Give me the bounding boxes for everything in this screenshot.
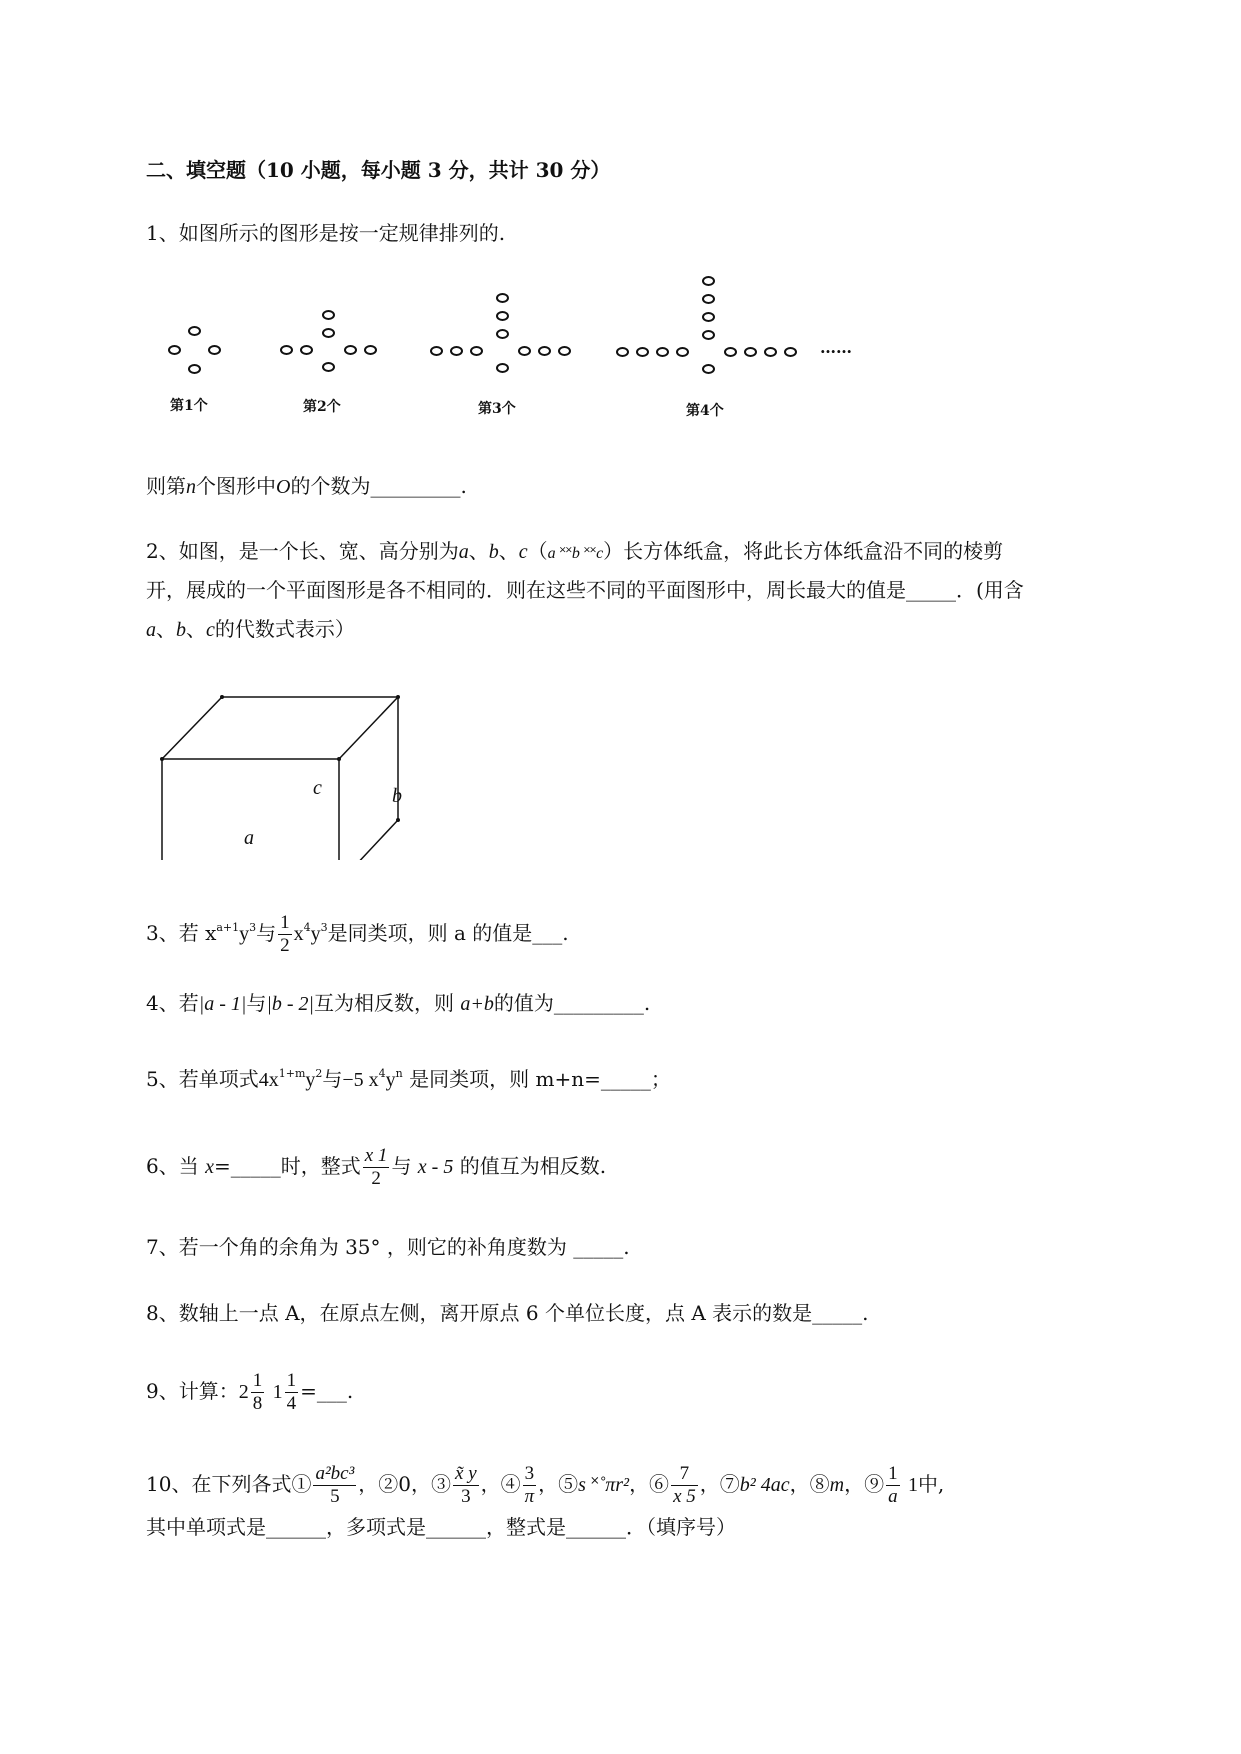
question-1-text: 1、如图所示的图形是按一定规律排列的. — [146, 221, 506, 245]
circle-mark — [470, 346, 483, 356]
question-1-prompt: 则第n个图形中O的个数为_________. — [146, 474, 467, 498]
circle-mark — [702, 364, 715, 374]
question-7: 7、若一个角的余角为 35° ，则它的补角度数为 _____. — [146, 1235, 630, 1259]
circle-mark — [208, 345, 221, 355]
circle-mark — [168, 345, 181, 355]
dot-pattern-figure — [160, 290, 860, 430]
circle-mark — [364, 345, 377, 355]
question-2-line2: 开，展成的一个平面图形是各不相同的．则在这些不同的平面图形中，周长最大的值是_____．(用含 — [146, 578, 1024, 602]
circle-mark — [344, 345, 357, 355]
question-2-line1: 2、如图，是一个长、宽、高分别为a、b、c（a ˟˟b ˟˟c）长方体纸盒，将此长方体纸盒沿不同的棱剪 — [146, 539, 1004, 563]
circle-mark — [702, 330, 715, 340]
fraction: $\frac{1}{a}$ — [888, 1463, 898, 1507]
circle-mark — [636, 347, 649, 357]
circle-mark — [322, 362, 335, 372]
circle-mark — [430, 346, 443, 356]
circle-mark — [724, 347, 737, 357]
box-edge — [339, 697, 398, 759]
question-3: 3、若 $x^{a+1}y^3$与 $\frac{1}{2}$ $x^4y^3$是同类项，则 a 的值是___. — [146, 912, 569, 956]
circle-mark — [538, 346, 551, 356]
question-9: 9、计算：2 $\frac{1}{8}$ 1 $\frac{1}{4}$ =___. — [146, 1370, 354, 1414]
fraction: $\frac{1}{8}$ — [252, 1370, 263, 1414]
circle-mark — [300, 345, 313, 355]
fraction: $\frac{3}{\pi}$ — [524, 1463, 535, 1507]
question-4: 4、若|a - 1|与|b - 2|互为相反数，则 a+b的值为_________. — [146, 991, 651, 1015]
question-5: 5、若单项式$4x^{1+m}y^2$与−5 $x^4y^n$ 是同类项，则 m+n=_____； — [146, 1067, 671, 1091]
box-label-a: a — [244, 827, 254, 849]
circle-mark — [702, 276, 715, 286]
question-6: 6、当 x=_____时，整式 $\frac{x 1}{2}$ 与 x - 5 的值互为相反数. — [146, 1145, 607, 1189]
circle-mark — [496, 293, 509, 303]
question-8: 8、数轴上一点 A，在原点左侧，离开原点 6 个单位长度，点 A 表示的数是_____. — [146, 1301, 869, 1325]
question-2-line3: a、b、c的代数式表示） — [146, 617, 355, 641]
circle-mark — [616, 347, 629, 357]
fraction: $\frac{1}{2}$ — [280, 912, 290, 956]
circle-mark — [656, 347, 669, 357]
circle-mark — [322, 310, 335, 320]
question-10-line2: 其中单项式是______，多项式是______，整式是______．（填序号） — [146, 1515, 736, 1539]
figure-label: 第3个 — [478, 401, 516, 417]
circle-mark — [744, 347, 757, 357]
circle-mark — [280, 345, 293, 355]
question-10-line1: 10、在下列各式① $\frac{\text{a²bc³}}{5}$ ，②0，③ $\frac{x̃ y}{3}$ ，④ $\frac{3}{\pi}$ ，⑤s ˟˚πr²，⑥ $\frac{7}{x 5}$ ，⑦b² 4ac，⑧m，⑨ $\frac{1}{a}$ 1中, — [146, 1463, 945, 1507]
ellipsis-mark: …… — [820, 338, 852, 357]
circle-mark — [450, 346, 463, 356]
circle-mark — [518, 346, 531, 356]
box-top-edges — [162, 697, 398, 860]
circle-mark — [496, 311, 509, 321]
fraction: $\frac{1}{4}$ — [286, 1370, 297, 1414]
box-label-c: c — [313, 777, 322, 799]
circle-mark — [188, 326, 201, 336]
figure-label: 第2个 — [303, 399, 341, 415]
fraction: $\frac{7}{x 5}$ — [673, 1463, 696, 1507]
fraction: $\frac{x 1}{2}$ — [364, 1145, 388, 1189]
circle-mark — [676, 347, 689, 357]
figure-label: 第4个 — [686, 403, 724, 419]
circle-mark — [496, 329, 509, 339]
circle-mark — [784, 347, 797, 357]
circle-mark — [702, 312, 715, 322]
fraction: $\frac{x̃ y}{3}$ — [455, 1463, 477, 1507]
figure-label: 第1个 — [170, 398, 208, 414]
box-figure — [150, 690, 430, 860]
circle-mark — [496, 363, 509, 373]
circle-mark — [764, 347, 777, 357]
circle-mark — [322, 328, 335, 338]
circle-mark — [702, 294, 715, 304]
circle-mark — [558, 346, 571, 356]
section-title: 二、填空题（10 小题，每小题 3 分，共计 30 分） — [146, 158, 611, 182]
circle-mark — [188, 364, 201, 374]
fraction: $\frac{\text{a²bc³}}{5}$ — [315, 1463, 355, 1507]
box-label-b: b — [392, 785, 402, 807]
